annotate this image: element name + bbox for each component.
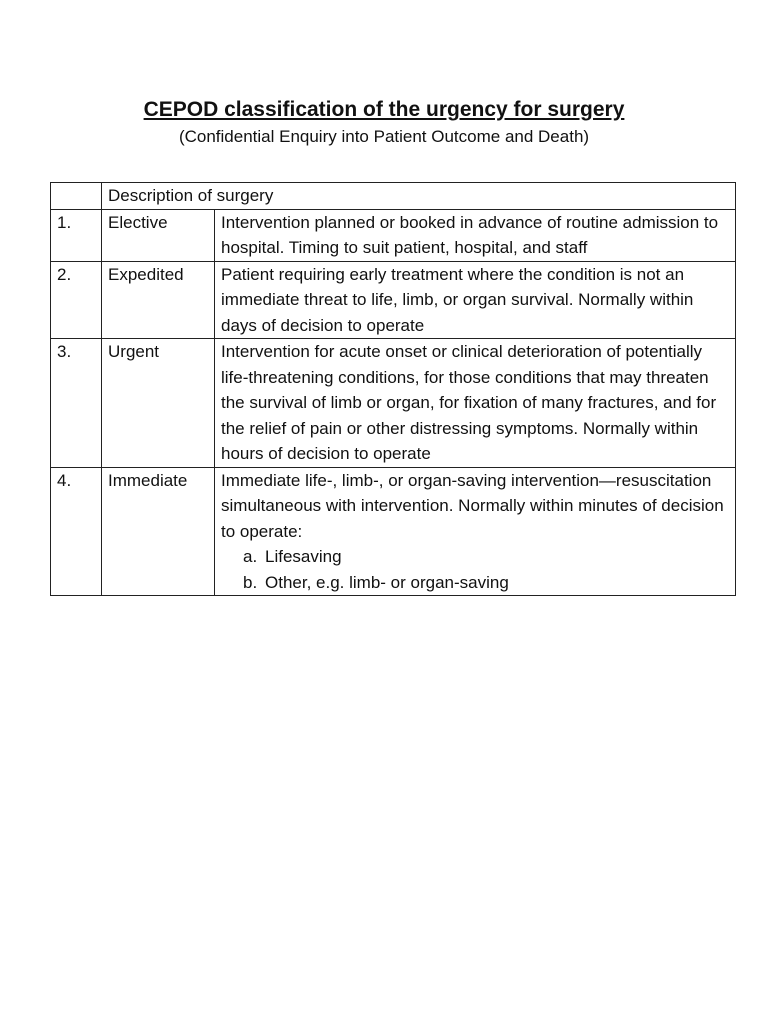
row-number: 4. [51, 467, 102, 596]
list-item-text: Other, e.g. limb- or organ-saving [265, 572, 509, 592]
row-category: Elective [102, 209, 215, 261]
header-num-cell [51, 183, 102, 210]
row-number: 3. [51, 339, 102, 468]
list-marker: a. [243, 547, 258, 566]
row-category: Urgent [102, 339, 215, 468]
list-item [243, 544, 729, 570]
list-item [243, 570, 729, 596]
sub-item-list [221, 544, 729, 595]
table-row [51, 467, 736, 596]
header-description-cell: Description of surgery [102, 183, 736, 210]
row-description: Immediate life-, limb-, or organ-saving intervention—resuscitation simultaneous with intervention. Normally within minutes of decision to operate: [221, 470, 724, 541]
row-number: 2. [51, 261, 102, 339]
table-row [51, 261, 736, 339]
row-description: Intervention for acute onset or clinical deterioration of potentially life-threatening conditions, for those conditions that may threaten the survival of limb or organ, for fixation of many fractures, and for the relief of pain or other distressing symptoms. Normally within hours of decision to operate [215, 339, 736, 468]
row-description-cell [215, 467, 736, 596]
table-header-row [51, 183, 736, 210]
row-category: Immediate [102, 467, 215, 596]
row-number: 1. [51, 209, 102, 261]
row-category: Expedited [102, 261, 215, 339]
row-description: Intervention planned or booked in advance of routine admission to hospital. Timing to suit patient, hospital, and staff [215, 209, 736, 261]
row-description: Patient requiring early treatment where the condition is not an immediate threat to life, limb, or organ survival. Normally within days of decision to operate [215, 261, 736, 339]
document-subtitle: (Confidential Enquiry into Patient Outcome and Death) [178, 127, 590, 146]
document-title: CEPOD classification of the urgency for surgery [143, 98, 625, 121]
table-row [51, 209, 736, 261]
table-row [51, 339, 736, 468]
list-item-text: Lifesaving [265, 547, 342, 566]
cepod-table [50, 182, 736, 596]
list-marker: b. [243, 572, 258, 592]
